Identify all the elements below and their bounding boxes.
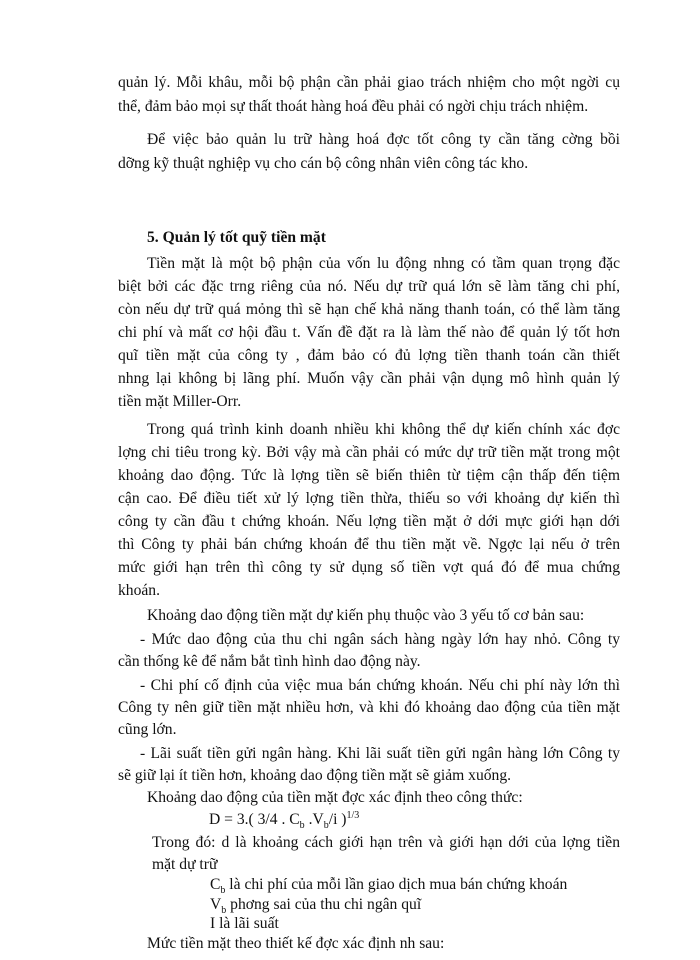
where-i-line: I là lãi suất — [210, 915, 279, 932]
para2-line-6: thì Công ty phải bán chứng khoán để thu tiền mặt về. Ngợc lại nếu ở trên — [118, 536, 620, 553]
bullet1-line-2: cần thống kê để nắm bắt tình hình dao động này. — [118, 653, 421, 670]
para1-line-4: chi phí và mất cơ hội đầu t. Vấn đề đặt ra là làm thế nào để quản lý tốt hơn — [118, 324, 620, 341]
para1-line-3: còn nếu dự trữ quá mỏng thì sẽ hạn chế khả năng thanh toán, có thể làm tăng — [118, 301, 620, 318]
bullet1-line-1: - Mức dao động của thu chi ngân sách hàng ngày lớn hay nhỏ. Công ty — [140, 631, 620, 648]
para2-line-8: khoán. — [118, 582, 161, 599]
formula-exponent: 1/3 — [346, 809, 360, 821]
para2-line-4: cận cao. Để điều tiết xử lý lợng tiền thừa, thiếu so với khoảng dự kiến thì — [118, 490, 620, 507]
where-line-1: Trong đó: d là khoảng cách giới hạn trên và giới hạn dới của lợng tiền — [152, 834, 620, 851]
para1-line-5: quĩ tiền mặt của công ty , đảm bảo có đủ lợng tiền thanh toán cần thiết — [118, 347, 620, 364]
bullet2-line-3: cũng lớn. — [118, 721, 177, 738]
para2-line-7: mức giới hạn trên thì công ty sử dụng số tiền vợt quá đó để mua chứng — [118, 559, 620, 576]
vb-text: phơng sai của thu chi ngân quĩ — [226, 896, 422, 913]
cb-symbol: C — [210, 876, 221, 893]
cb-sub: b — [220, 885, 226, 897]
vb-symbol: V — [210, 896, 222, 913]
formula-mid: .V — [304, 811, 324, 828]
para1-line-1: Tiền mặt là một bộ phận của vốn lu động nhng có tầm quan trọng đặc — [147, 255, 620, 272]
intro-line-2: thể, đảm bảo mọi sự thất thoát hàng hoá đều phải có ngời chịu trách nhiệm. — [118, 98, 589, 115]
para2-line-5: công ty cần đầu t chứng khoán. Nếu lợng tiền mặt ở dới mực giới hạn dới — [118, 513, 620, 530]
intro-para2-line-1: Để việc bảo quản lu trữ hàng hoá đợc tốt công ty cần tăng cờng bồi — [147, 131, 620, 148]
formula-intro: Khoảng dao động của tiền mặt đợc xác định theo công thức: — [147, 789, 523, 806]
para2-line-1: Trong quá trình kinh doanh nhiều khi không thể dự kiến chính xác đợc — [147, 421, 620, 438]
para2-line-3: khoảng dao động. Tức là lợng tiền sẽ biến thiên từ tiệm cận thấp đến tiệm — [118, 467, 620, 484]
bullet3-line-1: - Lãi suất tiền gửi ngân hàng. Khi lãi suất tiền gửi ngân hàng lớn Công ty — [140, 745, 620, 762]
para3-line: Khoảng dao động tiền mặt dự kiến phụ thuộc vào 3 yếu tố cơ bản sau: — [147, 607, 585, 624]
intro-para2-line-2: dỡng kỹ thuật nghiệp vụ cho cán bộ công nhân viên công tác kho. — [118, 155, 529, 172]
formula-lhs: D = 3.( 3/4 . C — [209, 811, 300, 828]
para1-line-2: biệt bởi các đặc trng riêng của nó. Nếu dự trữ quá lớn sẽ làm tăng chi phí, — [118, 278, 620, 295]
bullet2-line-1: - Chi phí cố định của việc mua bán chứng khoán. Nếu chi phí này lớn thì — [140, 677, 620, 694]
where-cb-line — [210, 875, 567, 895]
para1-line-7: tiền mặt Miller-Orr. — [118, 393, 242, 410]
intro-line-1: quản lý. Mỗi khâu, mỗi bộ phận cần phải giao trách nhiệm cho một ngời cụ — [118, 74, 620, 91]
para1-line-6: nhng lại không bị lãng phí. Muốn vậy cần phải vận dụng mô hình quản lý — [118, 370, 620, 387]
vb-sub: b — [221, 905, 227, 917]
last-line: Mức tiền mặt theo thiết kế đợc xác định nh sau: — [147, 935, 445, 952]
where-line-2: mặt dự trữ — [152, 856, 218, 873]
bullet2-line-2: Công ty nên giữ tiền mặt nhiều hơn, và khi đó khoảng dao động của tiền mặt — [118, 699, 620, 716]
bullet3-line-2: sẽ giữ lại ít tiền hơn, khoảng dao động tiền mặt sẽ giảm xuống. — [118, 767, 512, 784]
cb-text: là chi phí của mỗi lần giao dịch mua bán chứng khoán — [225, 876, 568, 893]
formula-sub-cb: b — [299, 820, 305, 832]
where-vb-line — [210, 895, 421, 915]
para2-line-2: lợng chi tiêu trong kỳ. Bởi vậy mà cần phải có mức dự trữ tiền mặt trong một — [118, 444, 620, 461]
formula-end: /i ) — [328, 811, 347, 828]
formula-sub-vb: b — [323, 820, 329, 832]
section-heading: 5. Quản lý tốt quỹ tiền mặt — [147, 229, 326, 246]
formula — [209, 810, 359, 830]
